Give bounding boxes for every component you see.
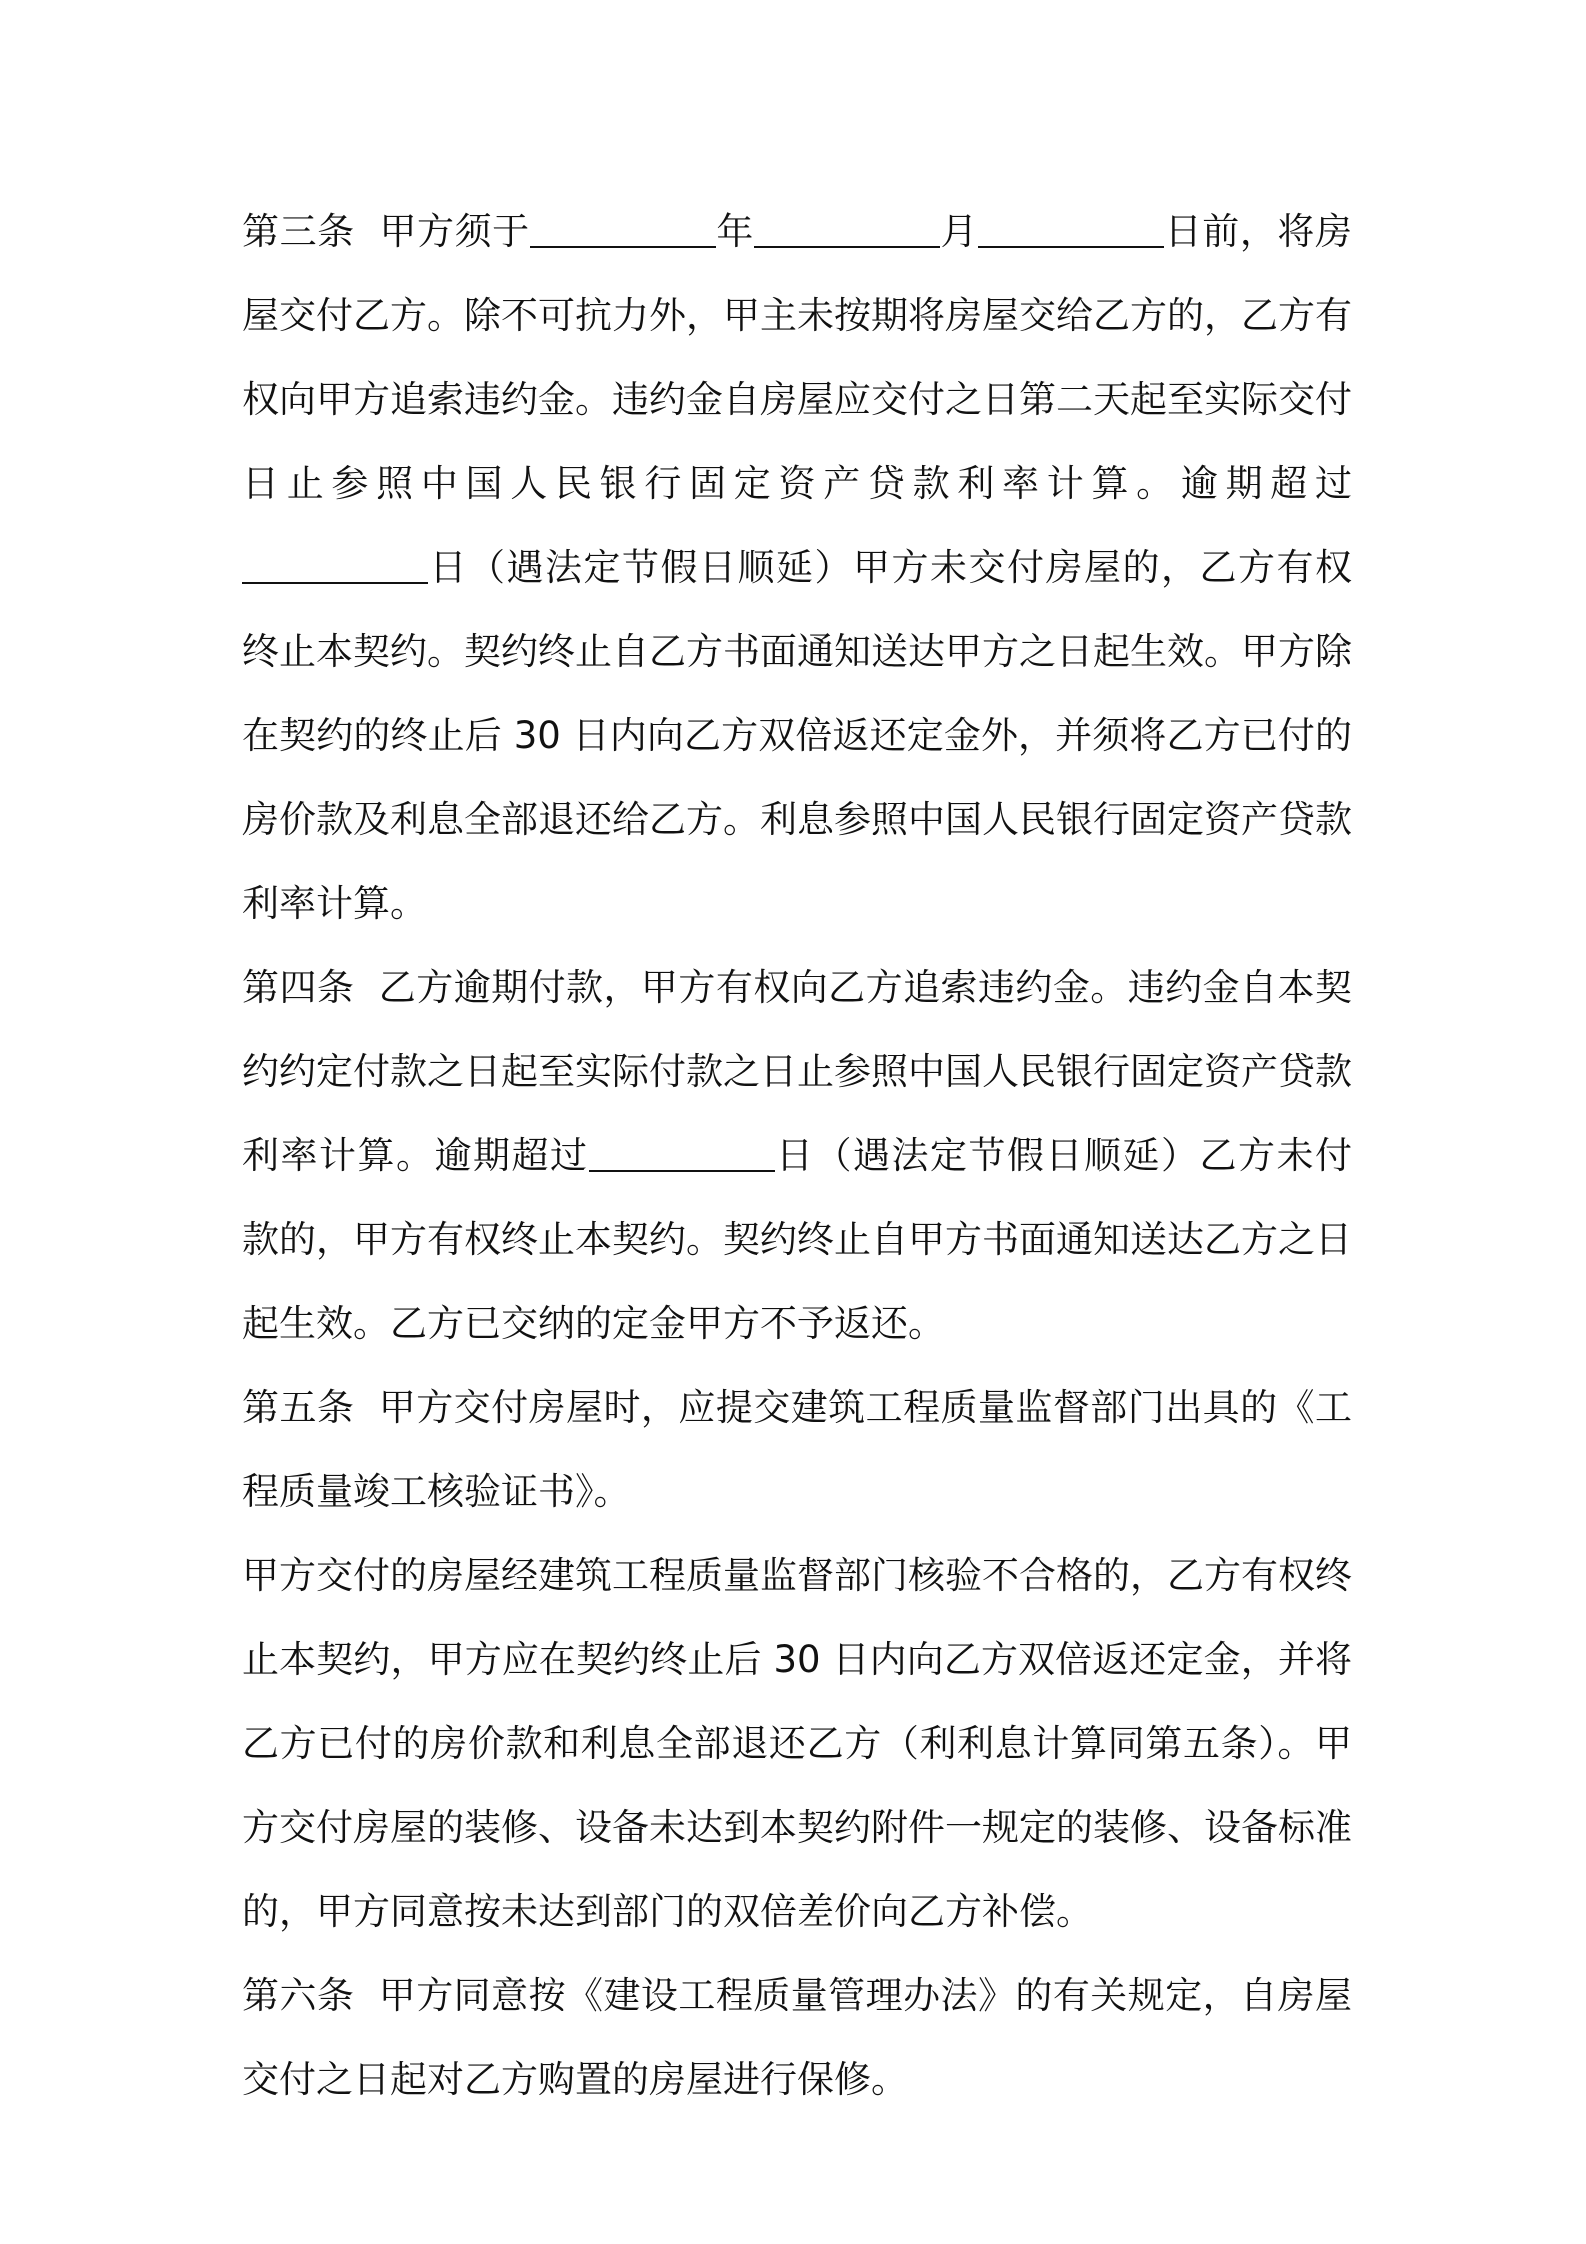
- article-5-continued: [242, 1534, 1352, 1954]
- article-3-text-3: 月: [939, 210, 979, 253]
- article-6: [242, 1954, 1352, 2122]
- article-6-label: 第六条: [242, 1974, 355, 2017]
- article-3: [242, 190, 1352, 946]
- article-4-text-1: 乙方逾期付款，甲方有权向乙方追索违约金。违约金自本契约约定付款之日起至实际付款之日止参照中国人民银行固定资产贷款利率计算。逾期超过: [242, 966, 1353, 1177]
- blank-payment-overdue-days: [589, 1126, 775, 1172]
- blank-month: [754, 202, 940, 248]
- article-3-text-4: 日前，将房屋交付乙方。除不可抗力外，甲主未按期将房屋交给乙方的，乙方有权向甲方追索违约金。违约金自房屋应交付之日第二天起至实际交付日止参照中国人民银行固定资产贷款利率计算。逾期超过: [242, 210, 1353, 505]
- article-3-text-1: 甲方须于: [379, 210, 530, 253]
- article-6-text: 甲方同意按《建设工程质量管理办法》的有关规定，自房屋交付之日起对乙方购置的房屋进行保修。: [242, 1974, 1353, 2101]
- article-5: [242, 1366, 1352, 1534]
- article-5-label: 第五条: [242, 1386, 355, 1429]
- article-5-text: 甲方交付房屋时，应提交建筑工程质量监督部门出具的《工程质量竣工核验证书》。: [242, 1386, 1353, 1513]
- blank-year: [530, 202, 716, 248]
- article-3-label: 第三条: [242, 210, 355, 253]
- article-5-continued-text: 甲方交付的房屋经建筑工程质量监督部门核验不合格的，乙方有权终止本契约，甲方应在契约终止后 30 日内向乙方双倍返还定金，并将乙方已付的房价款和利息全部退还乙方（利利息计算同第五条）。甲方交付房屋的装修、设备未达到本契约附件一规定的装修、设备标准的，甲方同意按未达到部门的双倍差价向乙方补偿。: [242, 1554, 1352, 1933]
- article-3-text-2: 年: [715, 210, 754, 253]
- article-3-text-5: 日（遇法定节假日顺延）甲方未交付房屋的，乙方有权终止本契约。契约终止自乙方书面通知送达甲方之日起生效。甲方除在契约的终止后 30 日内向乙方双倍返还定金外，并须将乙方已付的房价款及利息全部退还给乙方。利息参照中国人民银行固定资产贷款利率计算。: [242, 546, 1352, 925]
- article-4-text-2: 日（遇法定节假日顺延）乙方未付款的，甲方有权终止本契约。契约终止自甲方书面通知送达乙方之日起生效。乙方已交纳的定金甲方不予返还。: [242, 1134, 1352, 1345]
- article-4-label: 第四条: [242, 966, 355, 1009]
- document-body: [242, 190, 1352, 2122]
- blank-day: [978, 202, 1164, 248]
- article-4: [242, 946, 1352, 1366]
- blank-overdue-days: [242, 538, 428, 584]
